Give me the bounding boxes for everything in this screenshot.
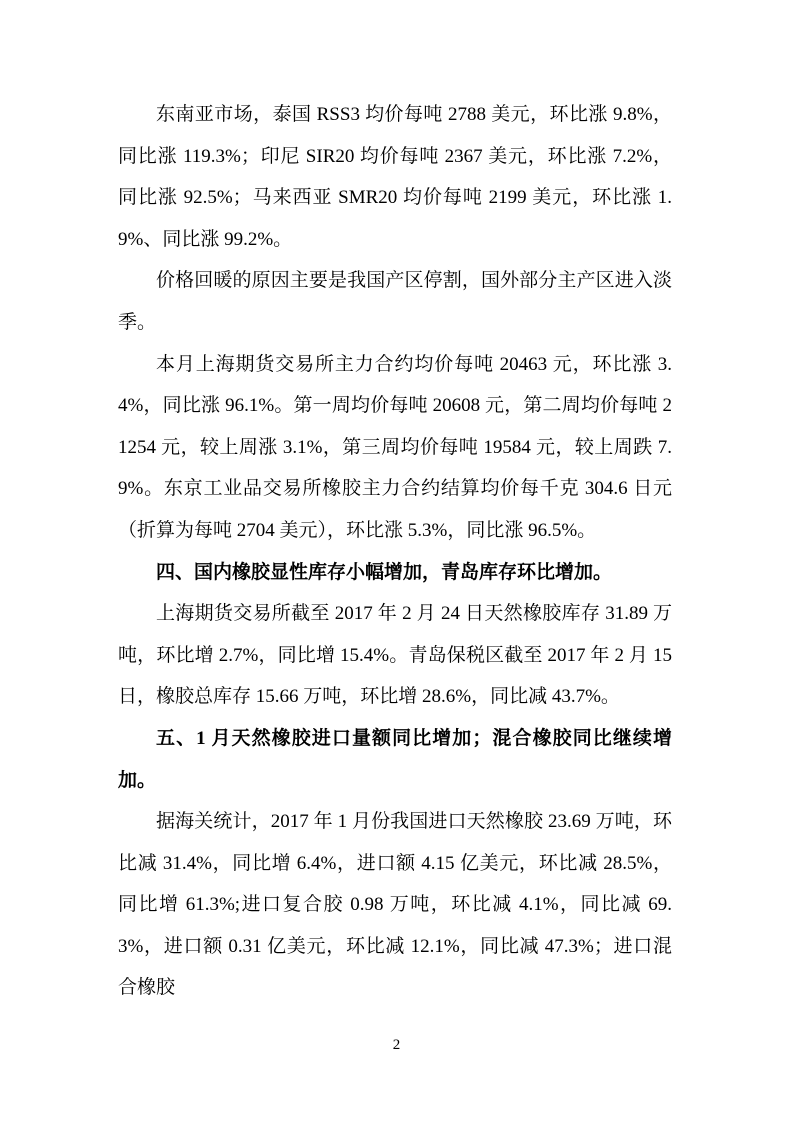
paragraph: 上海期货交易所截至 2017 年 2 月 24 日天然橡胶库存 31.89 万吨，环比增 2.7%，同比增 15.4%。青岛保税区截至 2017 年 2 月 15 日，橡胶总库存 15.66 万吨，环比增 28.6%，同比减 43.7%。 <box>118 603 672 708</box>
paragraph: 据海关统计，2017 年 1 月份我国进口天然橡胶 23.69 万吨，环比减 31.4%，同比增 6.4%，进口额 4.15 亿美元，环比减 28.5%，同比增 61.3%;进口复合胶 0.98 万吨，环比减 4.1%，同比减 69.3%，进口额 0.31 亿美元，环比减 12.1%，同比减 47.3%；进口混合橡胶 <box>118 811 672 999</box>
document-body <box>118 94 672 1009</box>
section-heading: 四、国内橡胶显性库存小幅增加，青岛库存环比增加。 <box>156 561 613 583</box>
paragraph: 东南亚市场，泰国 RSS3 均价每吨 2788 美元，环比涨 9.8%，同比涨 119.3%；印尼 SIR20 均价每吨 2367 美元，环比涨 7.2%，同比涨 92.5%；马来西亚 SMR20 均价每吨 2199 美元，环比涨 1.9%、同比涨 99.2%。 <box>118 104 672 250</box>
page-number: 2 <box>392 1037 401 1053</box>
section-heading: 五、1 月天然橡胶进口量额同比增加；混合橡胶同比继续增加。 <box>118 727 672 791</box>
paragraph: 价格回暖的原因主要是我国产区停割，国外部分主产区进入淡季。 <box>118 270 672 333</box>
paragraph: 本月上海期货交易所主力合约均价每吨 20463 元，环比涨 3.4%，同比涨 96.1%。第一周均价每吨 20608 元，第二周均价每吨 21254 元，较上周涨 3.1%，第三周均价每吨 19584 元，较上周跌 7.9%。东京工业品交易所橡胶主力合约结算均价每千克 304.6 日元（折算为每吨 2704 美元），环比涨 5.3%，同比涨 96.5%。 <box>118 353 672 541</box>
